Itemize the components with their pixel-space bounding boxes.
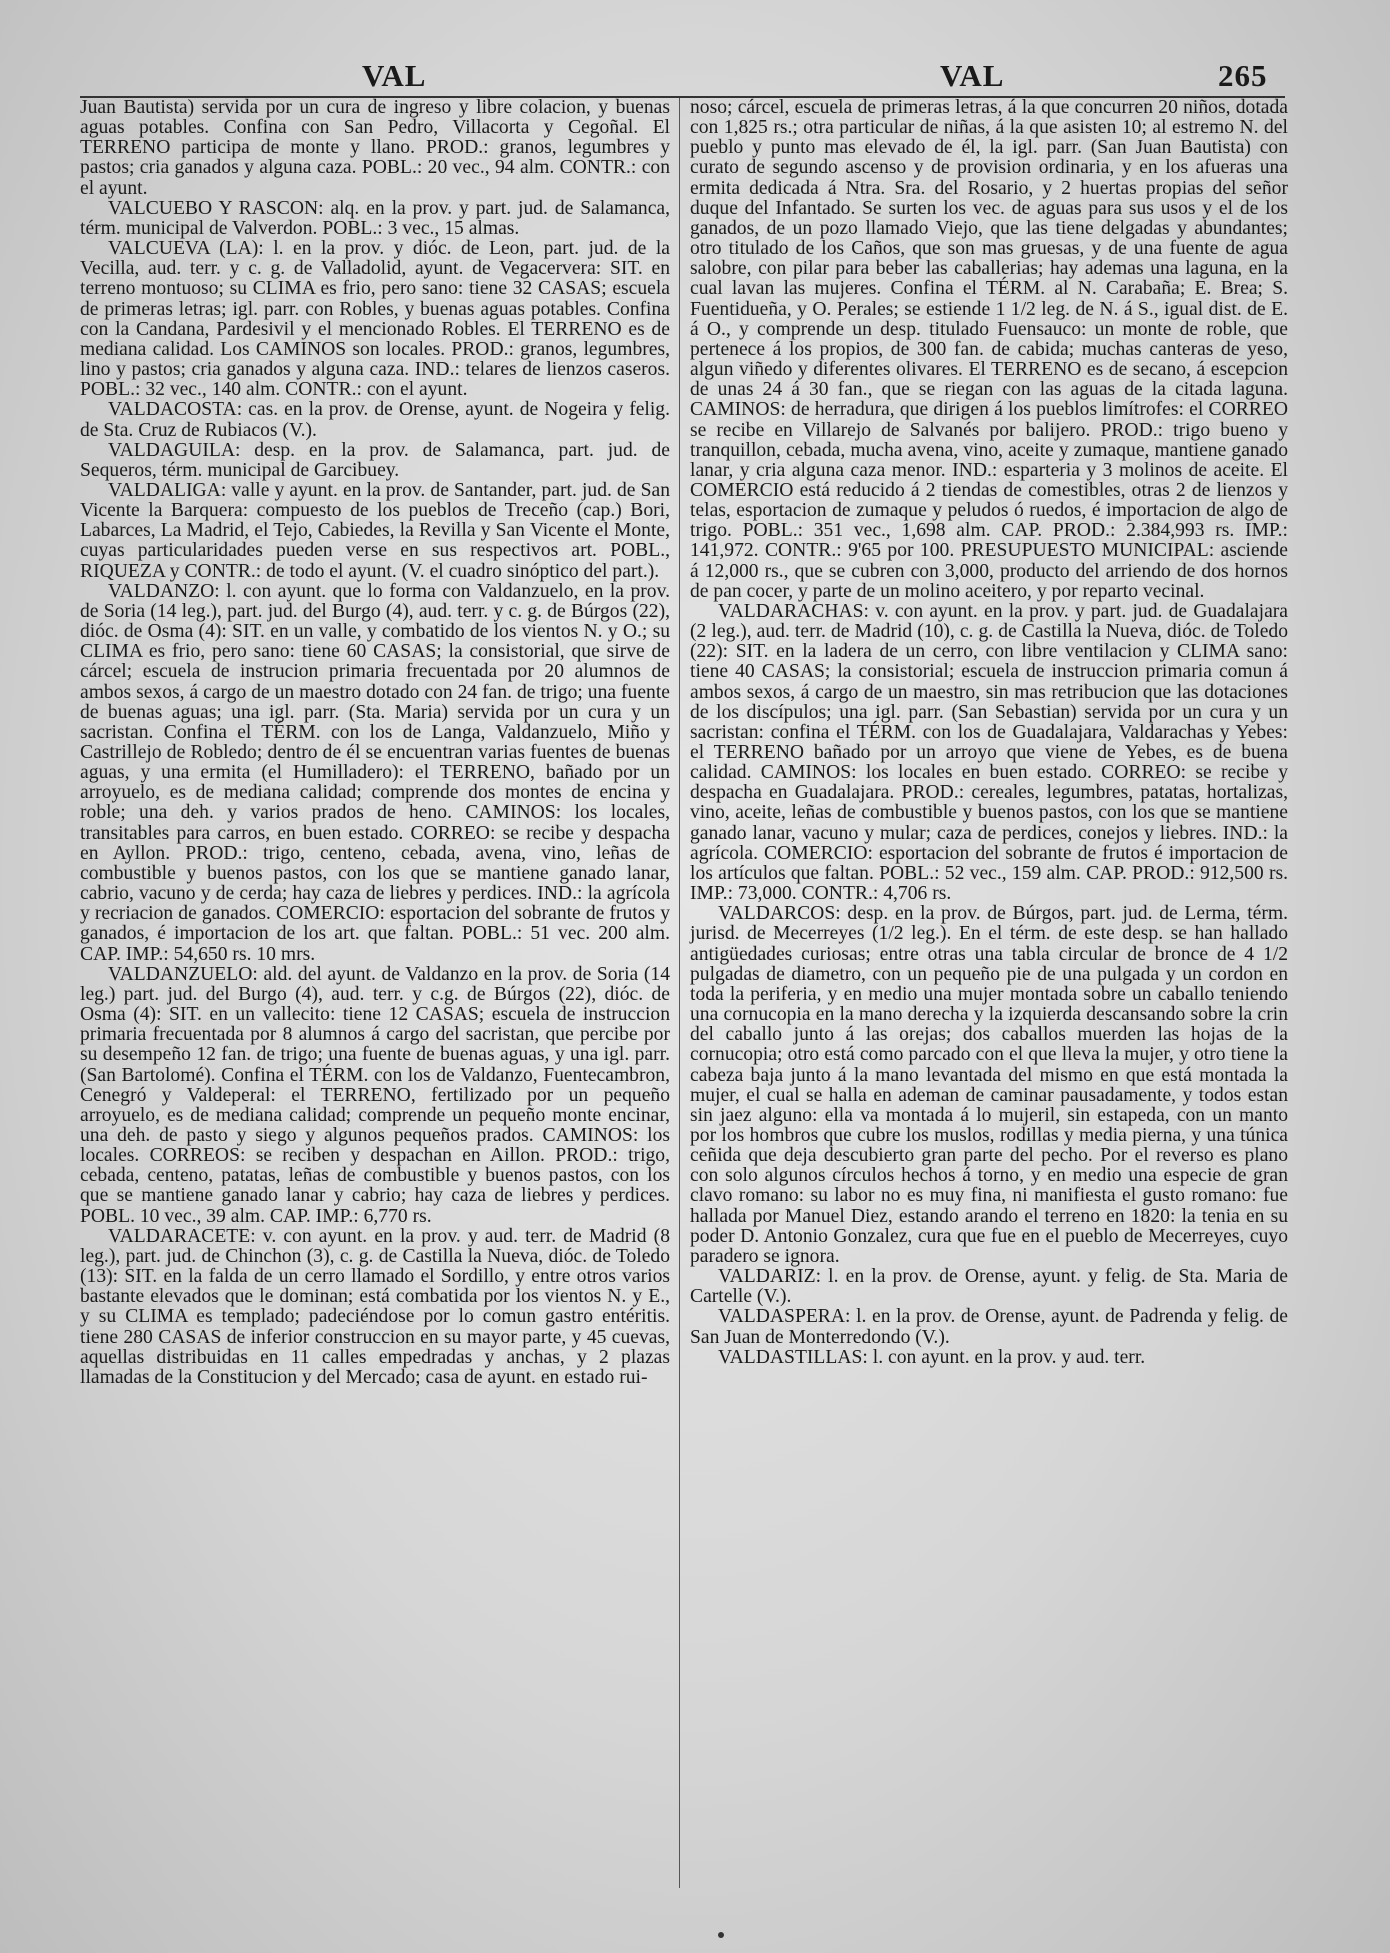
dictionary-entry: VALDACOSTA: cas. en la prov. de Orense, ayunt. de Nogeira y felig. de Sta. Cruz de Rubiacos (V.).	[80, 399, 670, 441]
dictionary-entry: VALDAGUILA: desp. en la prov. de Salamanca, part. jud. de Sequeros, térm. municipal de Garcibuey.	[80, 439, 670, 481]
left-column	[80, 98, 670, 1388]
dictionary-entry: VALDARCOS: desp. en la prov. de Búrgos, part. jud. de Lerma, térm. jurisd. de Mecerreyes (1/2 leg.). En el térm. de este desp. se han hallado antigüedades curiosas; entre otras una tabla circular de bronce de 4 1/2 pulgadas de diametro, con un pequeño pie de una pulgada y un cordon en toda la periferia, y en medio una mujer montada sobre un caballo teniendo una cornucopia en la mano derecha y la izquierda descansando sobre la crin del caballo junto á las orejas; dos caballos muerden las hojas de la cornucopia; otro está como parcado con el que lleva la mujer, y otro tiene la cabeza baja junto á la mano levantada del mismo en que está montada la mujer, el cual se halla en ademan de caminar pausadamente, y todos estan sin jaez alguno: ella va montada á lo mujeril, sin estapeda, con un manto por los hombros que cubre los muslos, rodillas y media pierna, y una túnica ceñida que deja descubierto gran parte del pecho. Por el reverso es plano con solo algunos círculos hechos á torno, y en medio una especie de gran clavo romano: su labor no es muy fina, ni manifiesta el gusto romano: fue hallada por Manuel Diez, estando arando el terreno en 1820: la tenia en su poder D. Antonio Gonzalez, cura que fue en el pueblo de Mecerreyes, cuyo paradero se ignora.	[690, 903, 1288, 1267]
entry-continuation: Juan Bautista) servida por un cura de ingreso y libre colacion, y buenas aguas potables. Confina con San Pedro, Villacorta y Cegoñal. El TERRENO participa de monte y llano. PROD.: granos, legumbres y pastos; cria ganados y alguna caza. POBL.: 20 vec., 94 alm. CONTR.: con el ayunt.	[80, 97, 670, 199]
dictionary-entry: VALDASTILLAS: l. con ayunt. en la prov. y aud. terr.	[718, 1346, 1146, 1368]
page-number: 265	[1218, 58, 1268, 93]
dictionary-entry: VALDASPERA: l. en la prov. de Orense, ayunt. de Padrenda y felig. de San Juan de Monterredondo (V.).	[690, 1306, 1288, 1348]
dictionary-entry: VALDARACHAS: v. con ayunt. en la prov. y part. jud. de Guadalajara (2 leg.), aud. terr. de Madrid (10), c. g. de Castilla la Nueva, dióc. de Toledo (22): SIT. en la ladera de un cerro, con libre ventilacion y CLIMA sano: tiene 40 CASAS; la consistorial; escuela de instruccion primaria comun á ambos sexos, á cargo de un maestro, sin mas retribucion que las dotaciones de los discípulos; una igl. parr. (San Sebastian) servida por un cura y un sacristan: confina el TÉRM. con los de Guadalajara, Valdarachas y Yebes: el TERRENO bañado por un arroyo que viene de Yebes, es de buena calidad. CAMINOS: los locales en buen estado. CORREO: se recibe y despacha en Guadalajara. PROD.: cereales, legumbres, patatas, hortalizas, vino, aceite, leñas de combustible y buenos pastos, con los que se mantiene ganado lanar, vacuno y mular; caza de perdices, conejos y liebres. IND.: la agrícola. COMERCIO: esportacion del sobrante de frutos é importacion de los artículos que faltan. POBL.: 52 vec., 159 alm. CAP. PROD.: 912,500 rs. IMP.: 73,000. CONTR.: 4,706 rs.	[690, 600, 1288, 905]
header-left: VAL	[362, 58, 427, 93]
dictionary-entry: VALDALIGA: valle y ayunt. en la prov. de Santander, part. jud. de San Vicente la Barquera: compuesto de los pueblos de Treceño (cap.) Bori, Labarces, La Madrid, el Tejo, Cabiedes, la Revilla y San Vicente el Monte, cuyas particularidades pueden verse en sus respectivos art. POBL., RIQUEZA y CONTR.: de todo el ayunt. (V. el cuadro sinóptico del part.).	[80, 479, 670, 582]
dictionary-entry: VALDARIZ: l. en la prov. de Orense, ayunt. y felig. de Sta. Maria de Cartelle (V.).	[690, 1266, 1288, 1308]
printer-mark	[718, 1932, 724, 1938]
dictionary-entry: VALDANZO: l. con ayunt. que lo forma con Valdanzuelo, en la prov. de Soria (14 leg.), part. jud. del Burgo (4), aud. terr. y c. g. de Búrgos (22), dióc. de Osma (4): SIT. en un valle, y combatido de los vientos N. y O.; su CLIMA es frio, pero sano: tiene 60 CASAS; la consistorial, que sirve de cárcel; escuela de instrucion primaria frecuentada por 20 alumnos de ambos sexos, á cargo de un maestro dotado con 24 fan. de trigo; una fuente de buenas aguas; una igl. parr. (Sta. Maria) servida por un cura y un sacristan. Confina el TÉRM. con los de Langa, Valdanzuelo, Miño y Castrillejo de Robledo; dentro de él se encuentran varias fuentes de buenas aguas, y una ermita (el Humilladero): el TERRENO, bañado por un arroyuelo, es de mediana calidad; comprende dos montes de encina y roble; una deh. y varios prados de heno. CAMINOS: los locales, transitables para carros, en buen estado. CORREO: se recibe y despacha en Ayllon. PROD.: trigo, centeno, cebada, avena, vino, leñas de combustible y buenos pastos, con los que se mantiene ganado lanar, cabrio, vacuno y de cerda; hay caza de liebres y perdices. IND.: la agrícola y recriacion de ganados. COMERCIO: esportacion del sobrante de frutos y ganados, é importacion de los art. que faltan. POBL.: 51 vec. 200 alm. CAP. IMP.: 54,650 rs. 10 mrs.	[80, 580, 670, 965]
dictionary-entry: VALDANZUELO: ald. del ayunt. de Valdanzo en la prov. de Soria (14 leg.) part. jud. del Burgo (4), aud. terr. y c.g. de Búrgos (22), dióc. de Osma (4): SIT. en un vallecito: tiene 12 CASAS; escuela de instruccion primaria frecuentada por 8 alumnos á cargo del sacristan, que percibe por su desempeño 12 fan. de trigo; una fuente de buenas aguas, y una igl. parr. (San Bartolomé). Confina el TÉRM. con los de Valdanzo, Fuentecambron, Cenegró y Valdeperal: el TERRENO, fertilizado por un pequeño arroyuelo, es de mediana calidad; comprende un pequeño monte encinar, una deh. de pasto y siego y algunos pequeños prados. CAMINOS: los locales. CORREOS: se reciben y despachan en Aillon. PROD.: trigo, cebada, centeno, patatas, leñas de combustible y buenos pastos, con los que se mantiene ganado lanar y cabrio; hay caza de liebres y perdices. POBL. 10 vec., 39 alm. CAP. IMP.: 6,770 rs.	[80, 963, 670, 1227]
dictionary-entry: VALCUEVA (LA): l. en la prov. y dióc. de Leon, part. jud. de la Vecilla, aud. terr. y c. g. de Valladolid, ayunt. de Vegacervera: SIT. en terreno montuoso; su CLIMA es frio, pero sano: tiene 32 CASAS; escuela de primeras letras; igl. parr. con Robles, y buenas aguas potables. Confina con la Candana, Pardesivil y el mencionado Robles. El TERRENO es de mediana calidad. Los CAMINOS son locales. PROD.: granos, legumbres, lino y pastos; cria ganados y alguna caza. IND.: telares de lienzos caseros. POBL.: 32 vec., 140 alm. CONTR.: con el ayunt.	[80, 238, 670, 401]
column-divider	[679, 98, 680, 1888]
header-middle: VAL	[940, 58, 1005, 93]
dictionary-entry: VALCUEBO Y RASCON: alq. en la prov. y part. jud. de Salamanca, térm. municipal de Valverdon. POBL.: 3 vec., 15 almas.	[80, 197, 670, 239]
dictionary-entry: VALDARACETE: v. con ayunt. en la prov. y aud. terr. de Madrid (8 leg.), part. jud. de Chinchon (3), c. g. de Castilla la Nueva, dióc. de Toledo (13): SIT. en la falda de un cerro llamado el Sordillo, y entre otros varios bastante elevados que le dominan; está combatida por los vientos N. y E., y su CLIMA es templado; padeciéndose por lo comun gastro entéritis. tiene 280 CASAS de inferior construccion en su mayor parte, y 45 cuevas, aquellas distribuidas en 11 calles empedradas y anchas, y 2 plazas llamadas de la Constitucion y del Mercado; casa de ayunt. en estado rui-	[80, 1225, 670, 1388]
right-column	[690, 98, 1288, 1368]
running-header	[0, 58, 1390, 98]
entry-continuation: noso; cárcel, escuela de primeras letras, á la que concurren 20 niños, dotada con 1,825 rs.; otra particular de niñas, á la que asisten 10; al estremo N. del pueblo y punto mas elevado de él, la igl. parr. (San Juan Bautista) con curato de segundo ascenso y de provision ordinaria, y en los afueras una ermita dedicada á Ntra. Sra. del Rosario, y 2 huertas propias del señor duque del Infantado. Se surten los vec. de aguas para sus usos y el de los ganados, de un pozo llamado Viejo, que las tiene delgadas y abundantes; otro titulado de los Caños, que son mas gruesas, y de una fuente de agua salobre, con pilar para beber las caballerias; hay ademas una laguna, en la cual lavan las mujeres. Confina el TÉRM. al N. Carabaña; E. Brea; S. Fuentidueña, y O. Perales; se estiende 1 1/2 leg. de N. á S., igual dist. de E. á O., y comprende un desp. titulado Fuensauco: un monte de roble, que pertenece á los propios, de 300 fan. de cabida; muchas canteras de yeso, algun viñedo y diferentes olivares. El TERRENO es de secano, á escepcion de unas 24 á 30 fan., que se riegan con las aguas de la citada laguna. CAMINOS: de herradura, que dirigen á los pueblos limítrofes: el CORREO se recibe en Villarejo de Salvanés por balijero. PROD.: trigo bueno y tranquillon, cebada, mucha avena, vino, aceite y zumaque, mantiene ganado lanar, y cria alguna caza menor. IND.: esparteria y 3 molinos de aceite. El COMERCIO está reducido á 2 tiendas de comestibles, otras 2 de lienzos y telas, esportacion de zumaque y peludos ó ruedos, é importacion de algo de trigo. POBL.: 351 vec., 1,698 alm. CAP. PROD.: 2.384,993 rs. IMP.: 141,972. CONTR.: 9'65 por 100. PRESUPUESTO MUNICIPAL: asciende á 12,000 rs., que se cubren con 3,000, producto del arriendo de dos hornos de pan cocer, y parte de un molino aceitero, y por reparto vecinal.	[690, 97, 1288, 602]
